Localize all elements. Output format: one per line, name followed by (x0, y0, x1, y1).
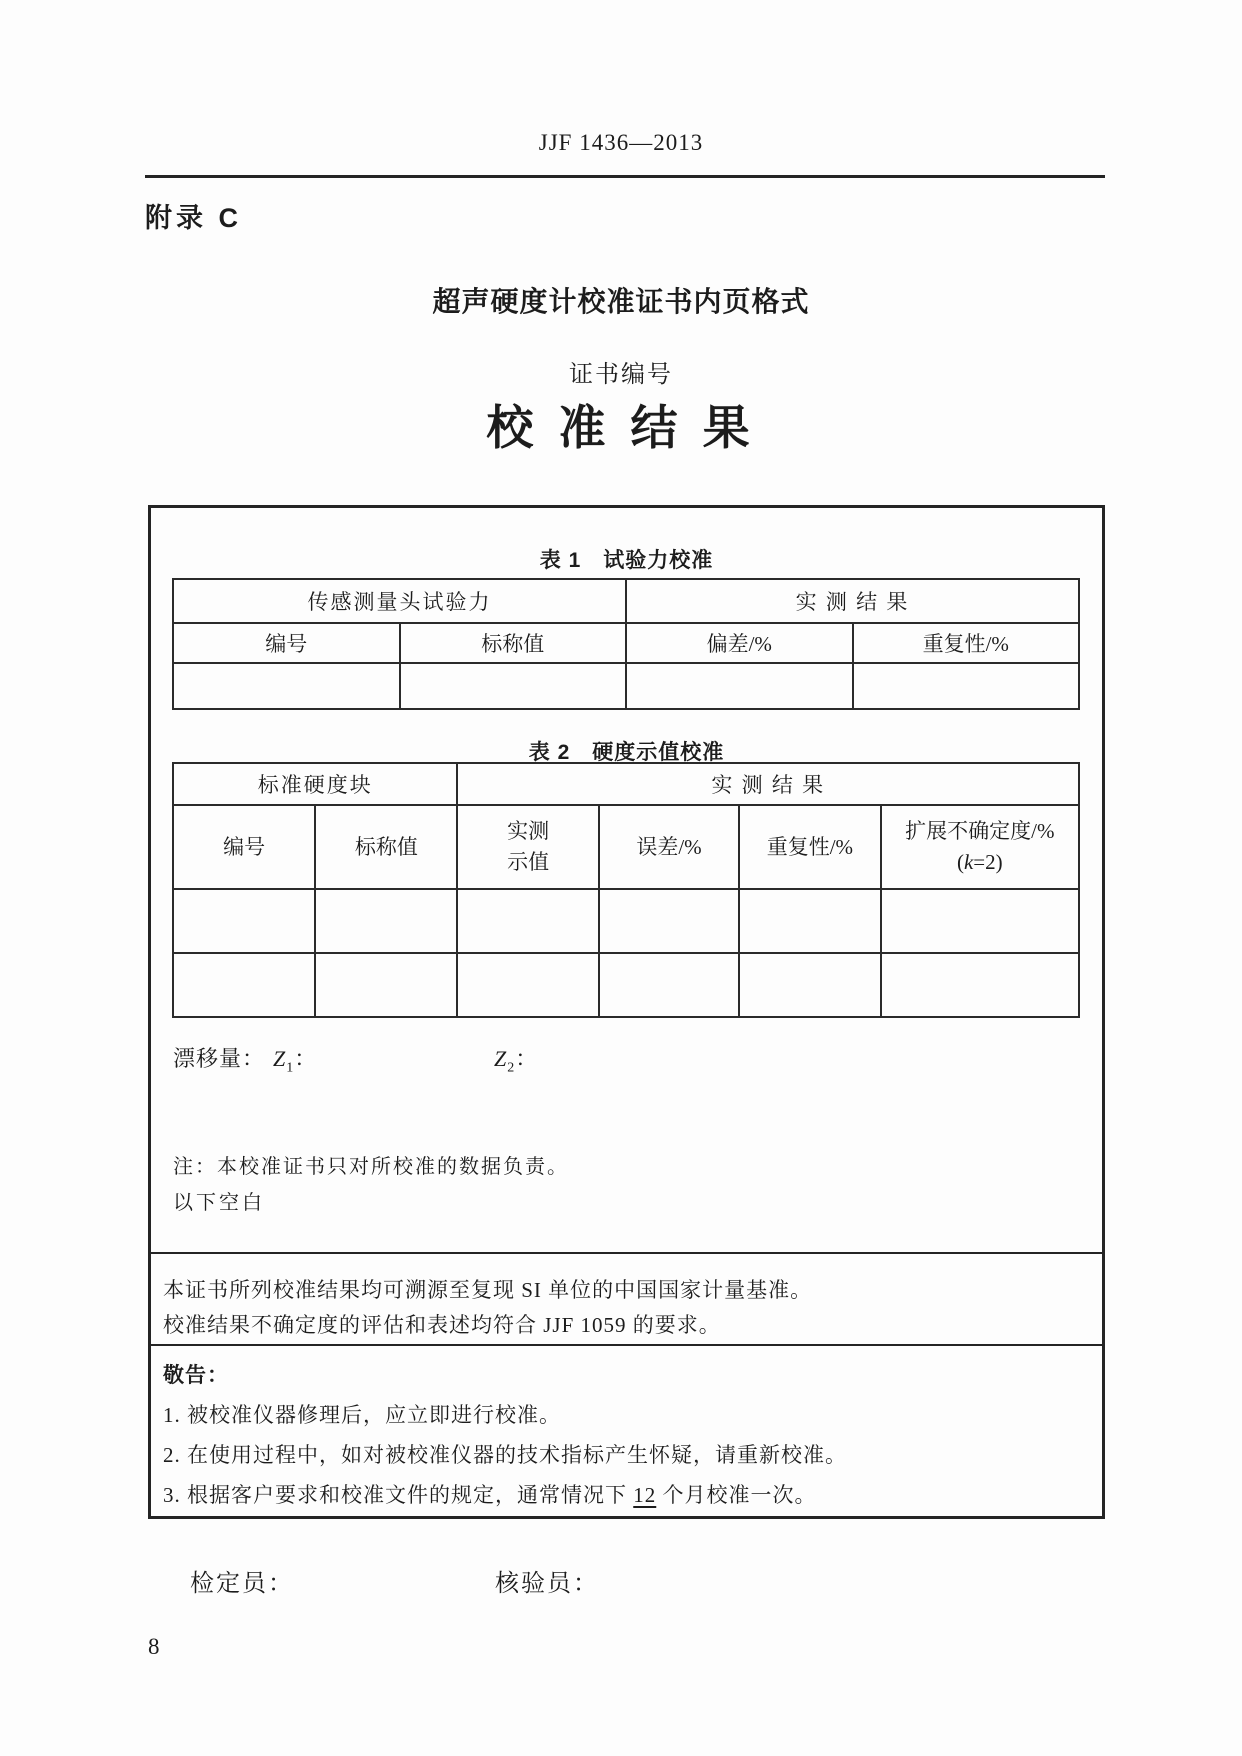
notice-item-2: 2. 在使用过程中，如对被校准仪器的技术指标产生怀疑，请重新校准。 (163, 1443, 847, 1467)
measured-line1: 实测 (507, 819, 550, 843)
table2-col-serial: 编号 (173, 805, 315, 889)
table2-empty-cell (457, 889, 598, 953)
page-number: 8 (148, 1634, 160, 1659)
table2-col-error: 误差/% (599, 805, 739, 889)
uncertainty-k: k (963, 850, 974, 874)
below-blank-label: 以下空白 (173, 1192, 265, 1214)
table2-group-header-right: 实 测 结 果 (457, 763, 1079, 805)
notice-item-3 (163, 1482, 847, 1508)
table2-empty-cell (739, 953, 880, 1017)
checker-label: 核验员： (495, 1571, 599, 1597)
z2-label: $Z_2$： (494, 1046, 539, 1076)
uncertainty-line2 (882, 847, 1078, 878)
table2-col-repeatability: 重复性/% (739, 805, 880, 889)
table2-col-nominal: 标称值 (315, 805, 457, 889)
drift-line (173, 1042, 873, 1076)
table1-col-repeatability: 重复性/% (853, 623, 1080, 663)
table1-group-header-left: 传感测量头试验力 (173, 579, 626, 623)
main-title: 校 准 结 果 (486, 401, 756, 454)
table2-empty-cell (315, 889, 457, 953)
drift-label: 漂移量： (173, 1046, 266, 1071)
notice-item-3-months: 12 (633, 1483, 657, 1507)
notice-item-1: 1. 被校准仪器修理后，应立即进行校准。 (163, 1403, 561, 1427)
results-box (148, 505, 1105, 1519)
appendix-label: 附录 C (145, 203, 242, 233)
table2-empty-cell (599, 953, 739, 1017)
table2-empty-cell (881, 889, 1079, 953)
table1-col-nominal: 标称值 (400, 623, 627, 663)
table2-group-header-left: 标准硬度块 (173, 763, 457, 805)
notice-item-3-suffix: 个月校准一次。 (656, 1483, 817, 1507)
verifier-label: 检定员： (190, 1571, 294, 1597)
uncertainty-paren-close: =2) (973, 850, 1003, 874)
notice-title: 敬告： (163, 1363, 229, 1387)
table2-empty-cell (315, 953, 457, 1017)
notice-item-3-prefix: 3. 根据客户要求和校准文件的规定，通常情况下 (163, 1483, 634, 1507)
table1-empty-cell (400, 663, 627, 709)
table1-empty-cell (853, 663, 1080, 709)
table2-empty-cell (457, 953, 598, 1017)
z1-label: $Z_1$： (273, 1046, 318, 1076)
table1-caption: 表 1 试验力校准 (539, 549, 714, 572)
section-divider (151, 1344, 1102, 1346)
measured-line2: 示值 (507, 850, 550, 874)
uncertainty-line1: 扩展不确定度/% (905, 819, 1055, 843)
traceability-statement: 本证书所列校准结果均可溯源至复现 SI 单位的中国国家计量基准。 (163, 1278, 813, 1302)
table2-caption: 表 2 硬度示值校准 (528, 741, 725, 764)
table2 (172, 762, 1080, 1018)
table2-empty-cell (173, 889, 315, 953)
header-rule (145, 175, 1105, 178)
table1-group-header-right: 实 测 结 果 (626, 579, 1079, 623)
uncertainty-statement: 校准结果不确定度的评估和表述均符合 JJF 1059 的要求。 (163, 1313, 721, 1337)
responsibility-note: 注：本校准证书只对所校准的数据负责。 (173, 1156, 569, 1178)
document-title: 超声硬度计校准证书内页格式 (432, 286, 810, 317)
table2-col-uncertainty (881, 805, 1079, 889)
table1-col-serial: 编号 (173, 623, 400, 663)
table2-empty-cell (173, 953, 315, 1017)
table1-col-deviation: 偏差/% (626, 623, 853, 663)
table1 (172, 578, 1080, 710)
table2-empty-cell (739, 889, 880, 953)
table2-empty-cell (881, 953, 1079, 1017)
standard-code: JJF 1436—2013 (538, 130, 704, 155)
table1-empty-cell (626, 663, 853, 709)
table2-empty-cell (599, 889, 739, 953)
table2-col-measured (457, 805, 598, 889)
notice-section (163, 1362, 847, 1508)
section-divider (151, 1252, 1102, 1254)
uncertainty-paren-open: ( (956, 850, 964, 874)
table1-empty-cell (173, 663, 400, 709)
certificate-number-label: 证书编号 (569, 362, 673, 388)
